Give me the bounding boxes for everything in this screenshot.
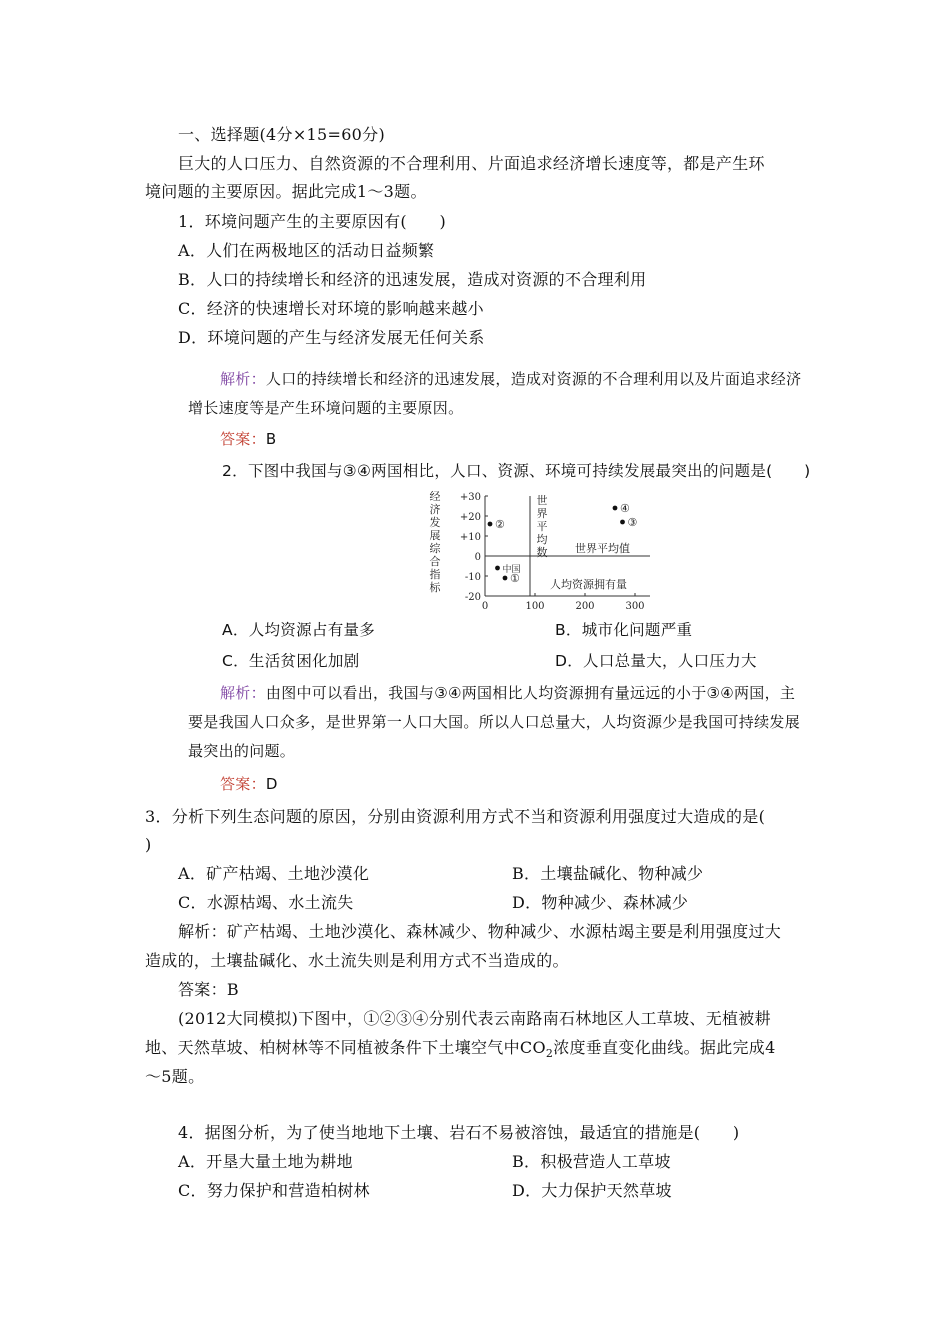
ylabel-char: 济 — [429, 503, 441, 516]
q1-option-b: B．人口的持续增长和经济的迅速发展，造成对资源的不合理利用 — [178, 270, 647, 289]
q2-stem: 2．下图中我国与③④两国相比，人口、资源、环境可持续发展最突出的问题是( ) — [222, 462, 811, 480]
q2-option-b: B．城市化问题严重 — [555, 621, 693, 639]
analysis-label: 解析： — [220, 370, 266, 388]
ylabel-char: 展 — [429, 529, 441, 542]
intro2-line-2-text: 地、天然草坡、柏树林等不同植被条件下土壤空气中CO — [145, 1038, 546, 1057]
world-average-y-label: 世界平均值 — [575, 542, 630, 555]
avg-x-label-char: 平 — [536, 520, 548, 533]
q1-option-d: D．环境问题的产生与经济发展无任何关系 — [178, 328, 485, 347]
chart-xlabel: 人均资源拥有量 — [550, 578, 627, 591]
q4-option-c: C．努力保护和营造柏树林 — [178, 1181, 370, 1200]
y-tick-label: +10 — [459, 532, 481, 543]
q3-analysis-line-2: 造成的，土壤盐碱化、水土流失则是利用方式不当造成的。 — [145, 951, 569, 970]
ylabel-char: 标 — [429, 581, 441, 594]
data-point — [488, 522, 493, 527]
avg-x-label-char: 数 — [536, 546, 548, 559]
q1-option-c: C．经济的快速增长对环境的影响越来越小 — [178, 299, 484, 318]
q1-analysis-line-2: 增长速度等是产生环境问题的主要原因。 — [188, 399, 464, 417]
ylabel-char: 发 — [429, 516, 441, 529]
scatter-chart — [405, 488, 665, 613]
q1-answer — [220, 428, 277, 450]
q1-analysis-line-1 — [220, 368, 801, 390]
ylabel-char: 合 — [429, 555, 441, 568]
data-point-label: ③ — [627, 516, 638, 529]
y-tick-label: +20 — [459, 512, 481, 523]
avg-x-label-char: 均 — [536, 533, 548, 546]
ylabel-char: 指 — [429, 568, 441, 581]
analysis-label: 解析： — [220, 684, 266, 702]
q2-analysis-line-3: 最突出的问题。 — [188, 742, 296, 760]
co2-subscript: 2 — [545, 1047, 554, 1061]
y-tick-label: -10 — [464, 572, 481, 583]
data-point — [620, 520, 625, 525]
chart-ylabel — [430, 490, 442, 594]
data-point — [613, 506, 618, 511]
data-point-label: ④ — [620, 502, 630, 515]
q2-analysis-text: 由图中可以看出，我国与③④两国相比人均资源拥有量远远的小于③④两国，主 — [265, 684, 796, 702]
data-point-china — [495, 566, 500, 571]
q3-stem-line-2: ) — [145, 835, 152, 854]
data-point-label: 中国 — [502, 565, 521, 575]
ylabel-char: 综 — [429, 542, 441, 555]
intro2-line-2-tail: 浓度垂直变化曲线。据此完成4 — [553, 1038, 776, 1057]
q1-answer-value: B — [265, 430, 277, 448]
ylabel-char: 经 — [429, 490, 441, 503]
intro2-line-1: (2012大同模拟)下图中，①②③④分别代表云南路南石林地区人工草坡、无植被耕 — [178, 1009, 771, 1028]
x-tick-label: 200 — [575, 601, 595, 612]
x-tick-label: 100 — [525, 601, 545, 612]
q1-stem: 1．环境问题产生的主要原因有( ) — [178, 212, 447, 231]
q2-answer-value: D — [265, 775, 278, 793]
q3-option-a: A．矿产枯竭、土地沙漠化 — [178, 864, 370, 883]
q1-analysis-text: 人口的持续增长和经济的迅速发展，造成对资源的不合理利用以及片面追求经济 — [265, 370, 802, 388]
x-tick-label: 0 — [481, 601, 489, 612]
q2-option-c: C．生活贫困化加剧 — [222, 652, 360, 670]
world-average-x-label — [537, 493, 548, 559]
q4-option-a: A．开垦大量土地为耕地 — [178, 1152, 353, 1171]
q3-analysis-line-1: 解析：矿产枯竭、土地沙漠化、森林减少、物种减少、水源枯竭主要是利用强度过大 — [178, 922, 782, 941]
intro2-line-2 — [145, 1037, 776, 1065]
q4-stem: 4．据图分析，为了使当地地下土壤、岩石不易被溶蚀，最适宜的措施是( ) — [178, 1123, 740, 1142]
q3-option-c: C．水源枯竭、水土流失 — [178, 893, 354, 912]
intro2-line-3: ～5题。 — [145, 1067, 205, 1086]
q2-option-d: D．人口总量大，人口压力大 — [555, 652, 757, 670]
intro-line-1: 巨大的人口压力、自然资源的不合理利用、片面追求经济增长速度等，都是产生环 — [178, 154, 765, 173]
q2-analysis-line-1 — [220, 682, 795, 704]
section-title: 一、选择题(4分×15=60分) — [178, 125, 385, 144]
y-tick-label: -20 — [464, 592, 481, 603]
y-tick-label: 0 — [474, 552, 481, 563]
x-tick-label: 300 — [625, 601, 645, 612]
q4-option-d: D．大力保护天然草坡 — [512, 1181, 672, 1200]
intro-line-2: 境问题的主要原因。据此完成1～3题。 — [145, 182, 427, 201]
q4-option-b: B．积极营造人工草坡 — [512, 1152, 671, 1171]
q1-option-a: A．人们在两极地区的活动日益频繁 — [178, 241, 435, 260]
q3-stem-line-1: 3．分析下列生态问题的原因，分别由资源利用方式不当和资源利用强度过大造成的是( — [145, 807, 766, 826]
answer-label: 答案： — [220, 430, 266, 448]
q2-answer — [220, 773, 278, 795]
q2-analysis-line-2: 要是我国人口众多，是世界第一人口大国。所以人口总量大，人均资源少是我国可持续发展 — [188, 713, 801, 731]
data-point-label: ② — [495, 518, 505, 531]
y-tick-label: +30 — [459, 492, 481, 503]
q3-answer: 答案：B — [178, 980, 239, 999]
q2-option-a: A．人均资源占有量多 — [222, 621, 376, 639]
q3-option-b: B．土壤盐碱化、物种减少 — [512, 864, 704, 883]
avg-x-label-char: 界 — [536, 507, 548, 520]
q3-option-d: D．物种减少、森林减少 — [512, 893, 689, 912]
answer-label: 答案： — [220, 775, 266, 793]
data-point — [503, 576, 508, 581]
avg-x-label-char: 世 — [536, 494, 548, 507]
data-point-label: ① — [510, 572, 520, 585]
